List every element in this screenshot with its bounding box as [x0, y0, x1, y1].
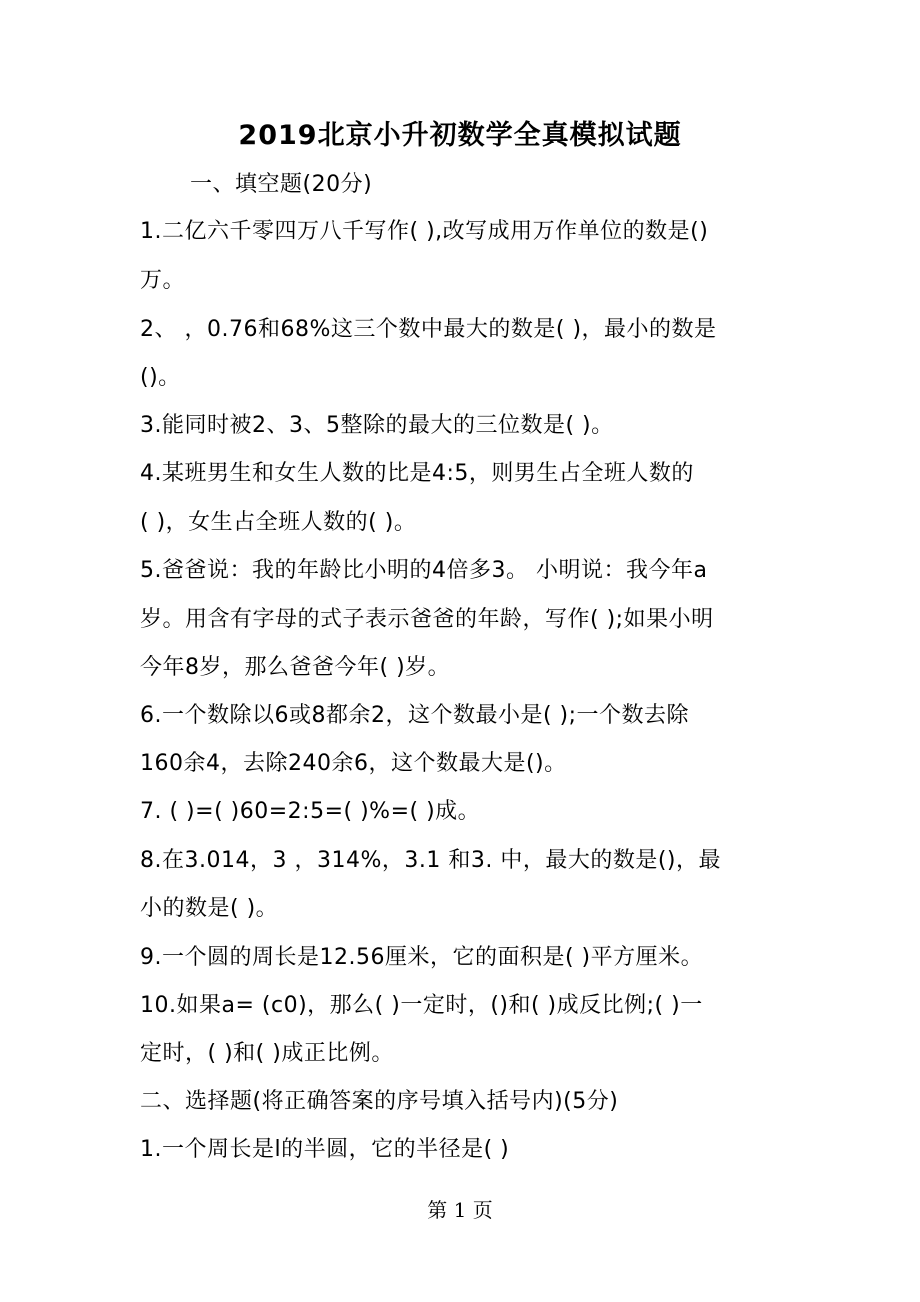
question-line: 1.二亿六千零四万八千写作( ),改写成用万作单位的数是(): [140, 219, 709, 244]
question-line: 4.某班男生和女生人数的比是4:5，则男生占全班人数的: [140, 461, 694, 486]
page-number: 第 1 页: [427, 1198, 493, 1222]
section-heading-multiple-choice: 二、选择题(将正确答案的序号填入括号内)(5分): [140, 1089, 619, 1114]
question-line: 万。: [140, 268, 186, 293]
question-line: 9.一个圆的周长是12.56厘米，它的面积是( )平方厘米。: [140, 945, 704, 970]
question-line: 6.一个数除以6或8都余2，这个数最小是( );一个数去除: [140, 703, 690, 728]
question-line: ()。: [140, 365, 181, 390]
question-line: 3.能同时被2、3、5整除的最大的三位数是( )。: [140, 413, 614, 438]
question-line: 7. ( )=( )60=2:5=( )%=( )成。: [140, 799, 481, 824]
question-line: 岁。用含有字母的式子表示爸爸的年龄，写作( );如果小明: [140, 607, 714, 632]
question-line: 小的数是( )。: [140, 896, 279, 921]
question-line: 160余4，去除240余6，这个数最大是()。: [140, 751, 567, 776]
section-heading-fill-blank: 一、填空题(20分): [190, 172, 373, 197]
question-line: 定时，( )和( )成正比例。: [140, 1041, 394, 1066]
page-title: 2019北京小升初数学全真模拟试题: [238, 120, 682, 151]
question-line: ( )，女生占全班人数的( )。: [140, 510, 417, 535]
question-line: 8.在3.014，3 ，314%，3.1 和3. 中，最大的数是()，最: [140, 848, 721, 873]
question-line: 10.如果a= (c0)，那么( )一定时，()和( )成反比例;( )一: [140, 993, 703, 1018]
question-line: 今年8岁，那么爸爸今年( )岁。: [140, 655, 451, 680]
question-line: 2、 ，0.76和68%这三个数中最大的数是( )，最小的数是: [140, 317, 717, 342]
question-line: 1.一个周长是l的半圆，它的半径是( ): [140, 1137, 510, 1162]
question-line: 5.爸爸说：我的年龄比小明的4倍多3。 小明说：我今年a: [140, 558, 708, 583]
